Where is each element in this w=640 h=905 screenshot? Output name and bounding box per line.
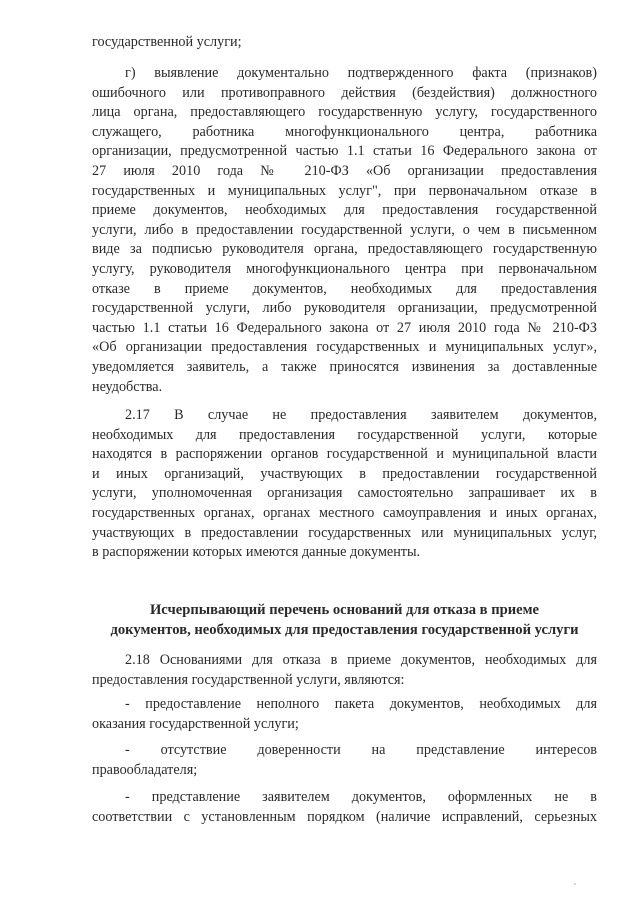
list-item: [92, 695, 597, 734]
text-line: в распоряжении которых имеются данные документы.: [92, 544, 421, 561]
text-line: приеме документов, необходимых для предоставления государственной: [92, 202, 597, 219]
paragraph-2-17: [92, 406, 597, 563]
scan-speck: [574, 883, 576, 885]
list-item: [92, 741, 597, 780]
text-line: виде за подписью руководителя органа, предоставляющего государственную: [92, 241, 597, 258]
heading-line: Исчерпывающий перечень оснований для отказа в приеме: [149, 602, 540, 618]
text-line: - предоставление неполного пакета документов, необходимых для: [125, 696, 597, 712]
text-line: - представление заявителем документов, оформленных не в: [125, 789, 597, 805]
text-line: отказе в приеме документов, необходимых для предоставления: [92, 280, 597, 297]
text-line: «Об организации предоставления государственных и муниципальных услуг»,: [92, 339, 597, 356]
paragraph-g: [92, 64, 597, 397]
text-line: служащего, работника многофункционального центра, работника: [92, 123, 597, 140]
list-item: [92, 788, 597, 827]
text-line: государственных и муниципальных услуг", при первоначальном отказе в: [92, 182, 597, 199]
text-line: ошибочного или противоправного действия (бездействия) должностного: [92, 84, 597, 101]
text-line: неудобства.: [92, 378, 163, 395]
text-line: - отсутствие доверенности на представление интересов: [125, 742, 597, 758]
text-line: 27 июля 2010 года № 210-ФЗ «Об организации предоставления: [92, 162, 597, 179]
text-line: лица органа, предоставляющего государственную услугу, государственного: [92, 104, 597, 121]
text-line: и иных организаций, участвующих в предоставлении государственной: [92, 465, 597, 482]
text-line: 2.18 Основаниями для отказа в приеме документов, необходимых для: [125, 652, 597, 668]
intro-line: [92, 33, 597, 53]
text-line: необходимых для предоставления государственной услуги, которые: [92, 426, 597, 443]
paragraph-2-18: [92, 651, 597, 690]
section-heading: [92, 601, 597, 640]
text-line: государственных органах, органах местного самоуправления и иных органах,: [92, 504, 597, 521]
text-line: оказания государственной услуги;: [92, 715, 299, 732]
heading-line: документов, необходимых для предоставления государственной услуги: [110, 621, 579, 638]
text-line: участвующих в предоставлении государственных или муниципальных услуг,: [92, 524, 597, 541]
text-line: услуги, либо в предоставлении государственной услуги, о чем в письменном: [92, 221, 597, 238]
text-line: услугу, руководителя многофункционального центра при первоначальном: [92, 260, 597, 277]
text-line: соответствии с установленным порядком (наличие исправлений, серьезных: [92, 808, 597, 825]
text-line: правообладателя;: [92, 761, 198, 778]
text-line: 2.17 В случае не предоставления заявителем документов,: [125, 407, 597, 423]
text-line: государственной услуги, либо руководителя организации, предусмотренной: [92, 300, 597, 317]
text-line: государственной услуги;: [92, 34, 242, 50]
text-line: услуги, уполномоченная организация самостоятельно запрашивает их в: [92, 485, 597, 502]
text-line: уведомляется заявитель, а также приносятся извинения за доставленные: [92, 358, 597, 375]
text-line: находятся в распоряжении органов государственной и муниципальной власти: [92, 446, 597, 463]
text-line: организации, предусмотренной частью 1.1 статьи 16 Федерального закона от: [92, 143, 597, 160]
text-line: частью 1.1 статьи 16 Федерального закона от 27 июля 2010 года № 210-ФЗ: [92, 319, 597, 336]
text-line: г) выявление документально подтвержденного факта (признаков): [125, 65, 597, 81]
text-line: предоставления государственной услуги, являются:: [92, 671, 405, 688]
